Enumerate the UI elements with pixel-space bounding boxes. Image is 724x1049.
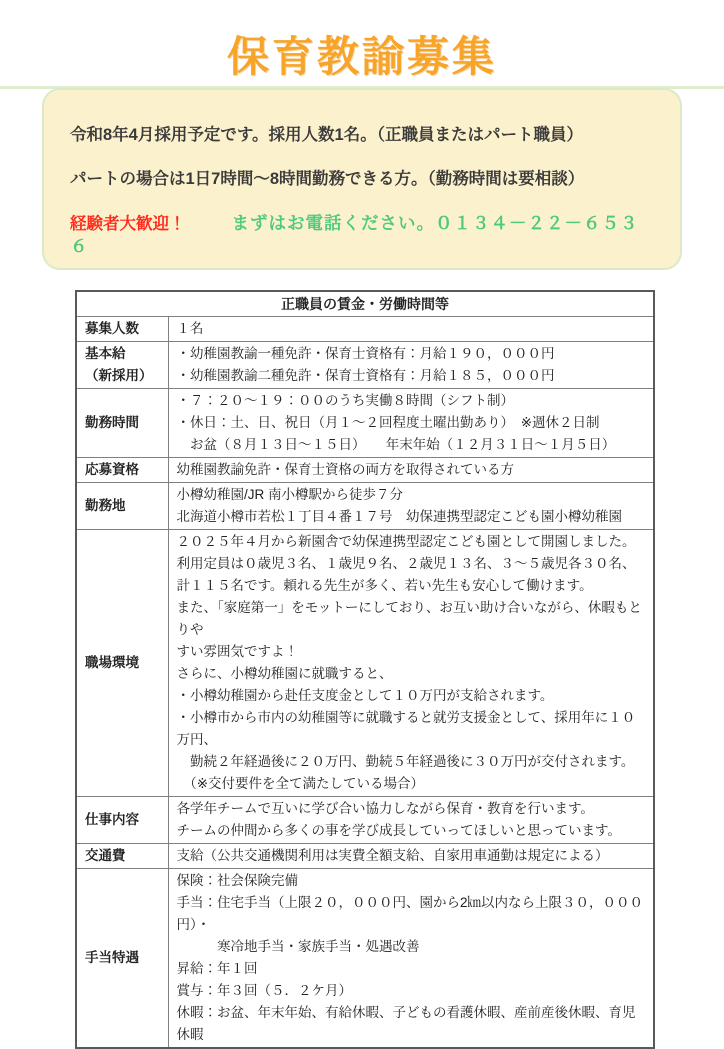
row-value: ・７：２０～１９：００のうち実働８時間（シフト制） ・休日：土、日、祝日（月１～２回程度土曜出勤あり） ※週休２日制 お盆（８月１３日～１５日） 年末年始（１２月３１日～１月５日） (168, 389, 654, 458)
table-row (76, 869, 654, 1049)
recruitment-notice-box (42, 88, 682, 270)
table-header-row (76, 291, 654, 317)
row-label: 勤務地 (76, 483, 168, 530)
table-title: 正職員の賃金・労働時間等 (76, 291, 654, 317)
row-value: ・幼稚園教諭一種免許・保育士資格有：月給１９０，０００円 ・幼稚園教諭二種免許・保育士資格有：月給１８５，０００円 (168, 342, 654, 389)
experience-welcome-text: 経験者大歓迎！ (70, 215, 186, 233)
row-label: 勤務時間 (76, 389, 168, 458)
page-title: 保育教諭募集 (226, 33, 497, 80)
row-label: 職場環境 (76, 530, 168, 797)
row-value: 保険：社会保険完備 手当：住宅手当（上限２０，０００円、園から2㎞以内なら上限３０，０００円）・ 寒冷地手当・家族手当・処遇改善 昇給：年１回 賞与：年３回（５．２ケ月） 休暇：お盆、年末年始、有給休暇、子どもの看護休暇、産前産後休暇、育児休暇 (168, 869, 654, 1049)
notice-line-1: 令和8年4月採用予定です。採用人数1名。（正職員またはパート職員） (70, 126, 583, 144)
row-label: 仕事内容 (76, 797, 168, 844)
row-label: 交通費 (76, 844, 168, 869)
row-value: 支給（公共交通機関利用は実費全額支給、自家用車通勤は規定による） (168, 844, 654, 869)
row-value: 小樽幼稚園/JR 南小樽駅から徒歩７分 北海道小樽市若松１丁目４番１７号 幼保連携型認定こども園小樽幼稚園 (168, 483, 654, 530)
table-row (76, 797, 654, 844)
table-row (76, 483, 654, 530)
row-value: 幼稚園教諭免許・保育士資格の両方を取得されている方 (168, 458, 654, 483)
row-value: 各学年チームで互いに学び合い協力しながら保育・教育を行います。 チームの仲間から多くの事を学び成長していってほしいと思っています。 (168, 797, 654, 844)
table-row (76, 458, 654, 483)
row-label: 基本給 （新採用） (76, 342, 168, 389)
wage-conditions-table (75, 290, 655, 1049)
row-value: ２０２５年４月から新園舎で幼保連携型認定こども園として開園しました。 利用定員は０歳児３名、１歳児９名、２歳児１３名、３～５歳児各３０名、 計１１５名です。頼れる先生が多く、若い先生も安心して働けます。 また、「家庭第一」をモットーにしており、お互い助け合いながら、休暇もとりや すい雰囲気ですよ！ さらに、小樽幼稚園に就職すると、 ・小樽幼稚園から赴任支度金として１０万円が支給されます。 ・小樽市から市内の幼稚園等に就職すると就労支援金として、採用年に１０万円、 勤続２年経過後に２０万円、勤続５年経過後に３０万円が交付されます。 （※交付要件を全て満たしている場合） (168, 530, 654, 797)
notice-line-2: パートの場合は1日7時間～8時間勤務できる方。（勤務時間は要相談） (70, 170, 585, 188)
notice-line-3 (70, 212, 654, 258)
wage-table-body (76, 291, 654, 1048)
row-label: 募集人数 (76, 317, 168, 342)
table-row (76, 844, 654, 869)
table-row (76, 389, 654, 458)
row-value: １名 (168, 317, 654, 342)
table-row (76, 342, 654, 389)
row-label: 応募資格 (76, 458, 168, 483)
table-row (76, 530, 654, 797)
phone-call-to-action: まずはお電話ください。０１３４－２２－６５３６ (70, 213, 639, 256)
row-label: 手当特遇 (76, 869, 168, 1049)
table-row (76, 317, 654, 342)
